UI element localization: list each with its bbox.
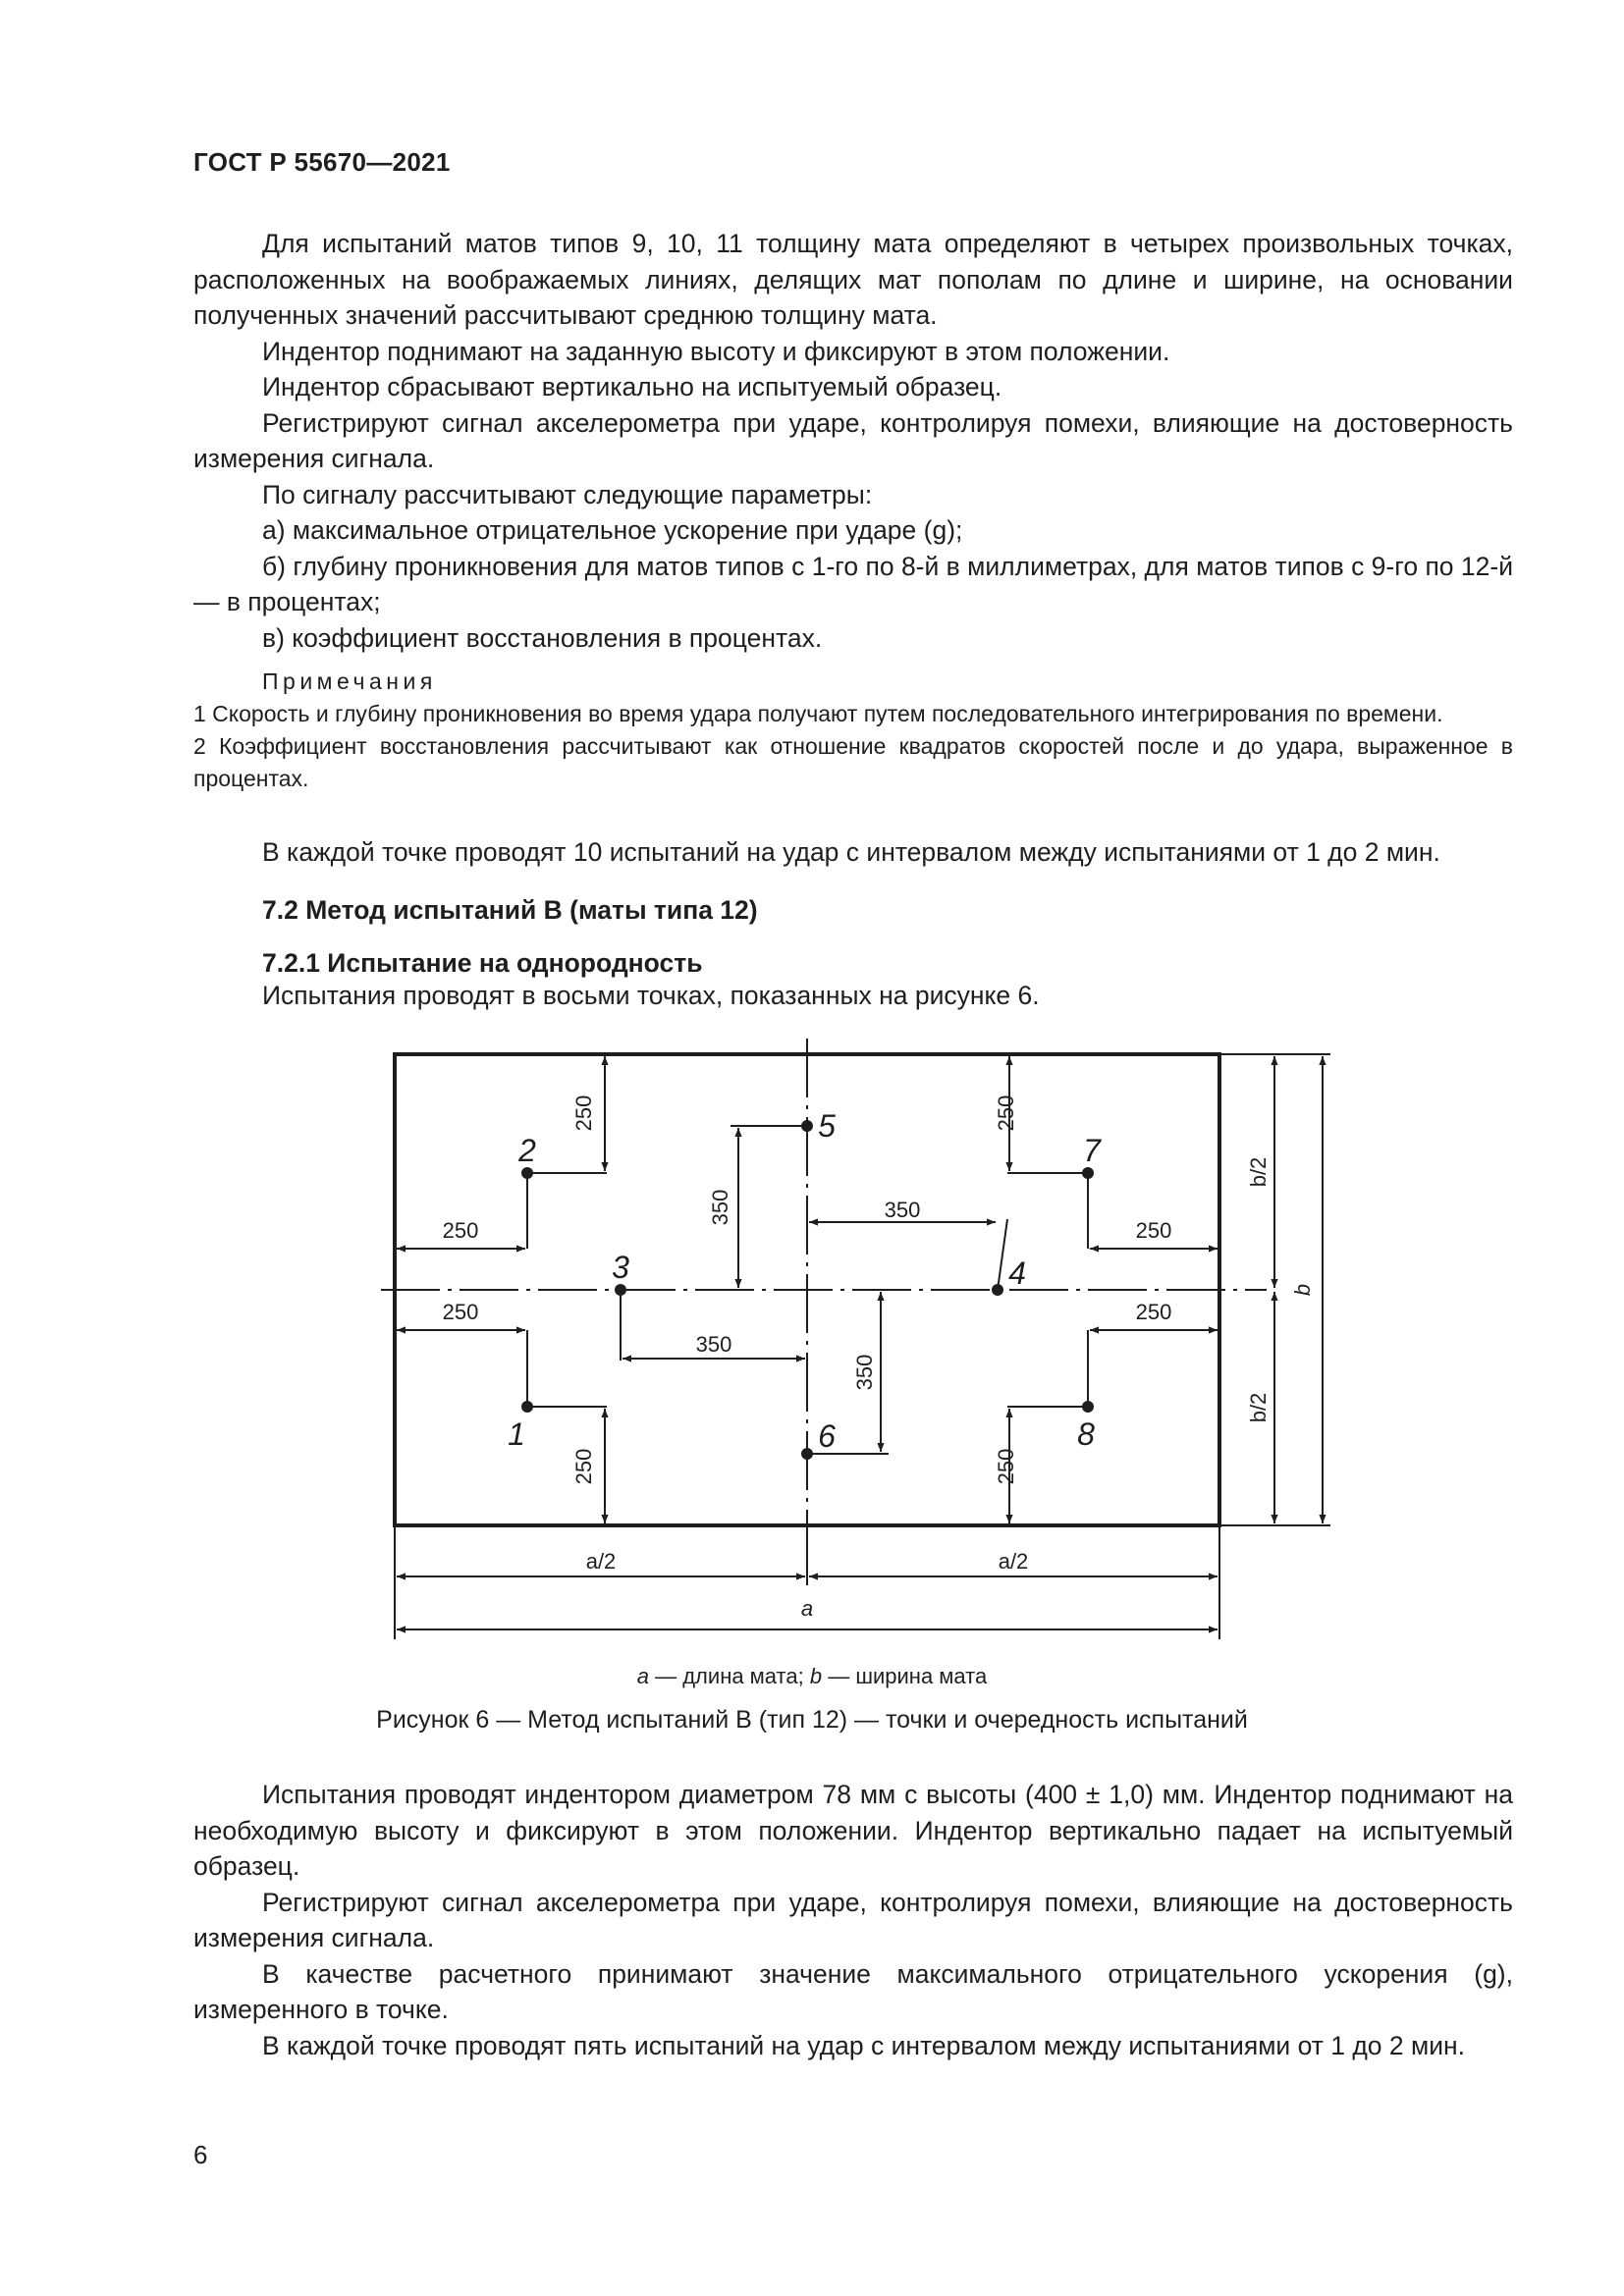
- test-point-7-marker: [1082, 1167, 1094, 1179]
- legend-symbol-b: b: [809, 1664, 823, 1688]
- point-label-1: 1: [508, 1416, 525, 1452]
- dim-250: 250: [442, 1300, 479, 1324]
- dim-250: 250: [571, 1095, 596, 1132]
- paragraph: В качестве расчетного принимают значение максимального отрицательного ускорения (g), измеренного в точке.: [193, 1958, 1513, 2024]
- dim-350: 350: [708, 1189, 732, 1226]
- dim-half-b: b/2: [1246, 1156, 1271, 1188]
- dim-250: 250: [571, 1448, 596, 1485]
- paragraph: Испытания проводят в восьми точках, показанных на рисунке 6.: [262, 981, 1040, 1010]
- dim-250: 250: [994, 1448, 1018, 1485]
- point-label-8: 8: [1077, 1416, 1095, 1452]
- paragraph: В каждой точке проводят пять испытаний на удар с интервалом между испытаниями от 1 до 2 мин.: [262, 2030, 1466, 2060]
- figure-legend: [0, 1664, 1624, 1689]
- note-item: 1 Скорость и глубину проникновения во время удара получают путем последовательного интегрирования по времени.: [193, 701, 1443, 726]
- paragraph: Для испытаний матов типов 9, 10, 11 толщину мата определяют в четырех произвольных точках, расположенных на воображаемых линиях, делящих мат пополам по длине и ширине, на основании полученных значений рассчитывают среднюю толщину мата.: [193, 229, 1513, 330]
- dim-250: 250: [442, 1218, 479, 1243]
- dim-half-b: b/2: [1246, 1392, 1271, 1423]
- legend-text-a: — длина мата;: [649, 1664, 810, 1688]
- paragraph: Регистрируют сигнал акселерометра при ударе, контролируя помехи, влияющие на достоверность измерения сигнала.: [193, 407, 1513, 473]
- point-label-2: 2: [518, 1133, 536, 1168]
- paragraph: Регистрируют сигнал акселерометра при ударе, контролируя помехи, влияющие на достоверность измерения сигнала.: [193, 1887, 1513, 1952]
- dim-350: 350: [884, 1198, 921, 1222]
- dim-350: 350: [852, 1354, 877, 1391]
- dim-half-a: a/2: [998, 1549, 1029, 1574]
- point-label-3: 3: [612, 1250, 629, 1285]
- page-number: 6: [193, 2140, 208, 2169]
- point-label-5: 5: [818, 1108, 836, 1144]
- figure-caption: Рисунок 6 — Метод испытаний В (тип 12) — точки и очередность испытаний: [376, 1706, 1248, 1734]
- paragraph: Индентор сбрасывают вертикально на испытуемый образец.: [262, 372, 1002, 401]
- dim-250: 250: [1135, 1300, 1172, 1324]
- test-point-8-marker: [1082, 1401, 1094, 1413]
- test-point-6-marker: [801, 1448, 813, 1460]
- dim-250: 250: [994, 1095, 1018, 1132]
- legend-text-b: — ширина мата: [822, 1664, 988, 1688]
- note-item: 2 Коэффициент восстановления рассчитывают как отношение квадратов скоростей после и до удара, выраженное в процентах.: [193, 733, 1513, 791]
- test-point-5-marker: [801, 1120, 813, 1132]
- list-item: б) глубину проникновения для матов типов с 1-го по 8-й в миллиметрах, для матов типов с 9-го по 12-й — в процентах;: [193, 551, 1513, 616]
- list-item: а) максимальное отрицательное ускорение при ударе (g);: [262, 515, 963, 545]
- test-point-2-marker: [521, 1167, 533, 1179]
- point-label-6: 6: [818, 1418, 836, 1454]
- paragraph: Испытания проводят индентором диаметром 78 мм с высоты (400 ± 1,0) мм. Индентор поднимают на необходимую высоту и фиксируют в этом положении. Индентор вертикально падает на испытуемый образец.: [193, 1780, 1513, 1881]
- document-header: ГОСТ Р 55670—2021: [193, 147, 451, 177]
- dim-250: 250: [1135, 1218, 1172, 1243]
- dim-half-a: a/2: [585, 1549, 617, 1574]
- after-figure-block: [193, 1777, 1513, 2063]
- list-item: в) коэффициент восстановления в процентах.: [262, 622, 823, 653]
- subsection-heading: 7.2.1 Испытание на однородность: [262, 948, 703, 978]
- dim-b: b: [1290, 1283, 1315, 1297]
- notes-title: Примечания: [262, 668, 437, 694]
- point-label-7: 7: [1083, 1133, 1101, 1168]
- test-point-1-marker: [521, 1401, 533, 1413]
- legend-symbol-a: a: [636, 1664, 649, 1688]
- paragraph: В каждой точке проводят 10 испытаний на удар с интервалом между испытаниями от 1 до 2 мин.: [262, 837, 1440, 867]
- dim-350: 350: [695, 1332, 732, 1357]
- paragraph: Индентор поднимают на заданную высоту и фиксируют в этом положении.: [262, 336, 1170, 366]
- point-label-4: 4: [1008, 1255, 1026, 1291]
- test-point-4-marker: [992, 1284, 1003, 1296]
- section-heading: 7.2 Метод испытаний В (маты типа 12): [262, 895, 758, 925]
- dim-a: a: [800, 1596, 814, 1621]
- test-point-3-marker: [615, 1284, 626, 1296]
- paragraph: По сигналу рассчитывают следующие параметры:: [262, 479, 873, 509]
